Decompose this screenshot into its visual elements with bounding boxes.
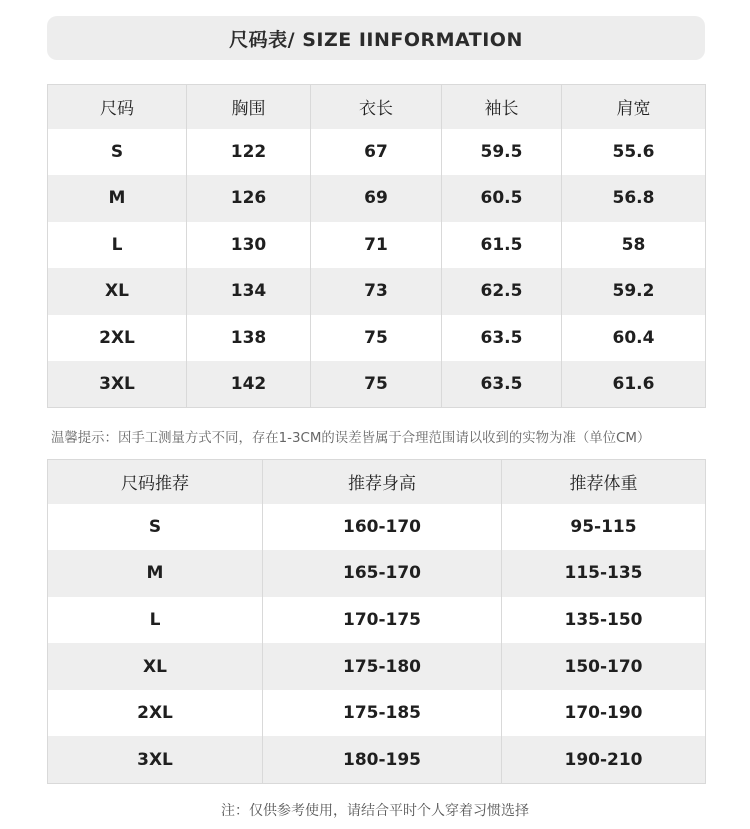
header-recommended-height: 推荐身高 xyxy=(263,460,502,504)
usage-note: 注：仅供参考使用，请结合平时个人穿着习惯选择 xyxy=(221,803,529,819)
table-cell: 2XL xyxy=(48,315,187,362)
table-cell: L xyxy=(48,222,187,269)
table-cell: 63.5 xyxy=(442,315,562,362)
table-cell: 61.6 xyxy=(562,361,706,408)
table-cell: 170-175 xyxy=(263,597,502,644)
table-row xyxy=(48,175,706,222)
table-row xyxy=(48,690,706,737)
table-cell: 165-170 xyxy=(263,550,502,597)
table-cell: S xyxy=(48,129,187,176)
table-cell: 61.5 xyxy=(442,222,562,269)
table-cell: 95-115 xyxy=(502,504,706,551)
table-cell: 160-170 xyxy=(263,504,502,551)
size-table xyxy=(47,84,706,408)
table-cell: 75 xyxy=(311,361,442,408)
table-row xyxy=(48,550,706,597)
table-cell: 150-170 xyxy=(502,643,706,690)
size-table-header-row xyxy=(48,85,706,129)
table-cell: 122 xyxy=(187,129,311,176)
table-row xyxy=(48,597,706,644)
table-cell: XL xyxy=(48,643,263,690)
table-cell: 56.8 xyxy=(562,175,706,222)
table-row xyxy=(48,222,706,269)
table-cell: 60.5 xyxy=(442,175,562,222)
table-cell: 62.5 xyxy=(442,268,562,315)
table-cell: 60.4 xyxy=(562,315,706,362)
table-cell: 3XL xyxy=(48,361,187,408)
table-cell: L xyxy=(48,597,263,644)
table-cell: 75 xyxy=(311,315,442,362)
page-title: 尺码表/ SIZE IINFORMATION xyxy=(47,16,705,60)
table-cell: 67 xyxy=(311,129,442,176)
header-chest: 胸围 xyxy=(187,85,311,129)
recommend-table xyxy=(47,459,706,784)
table-cell: 130 xyxy=(187,222,311,269)
table-cell: 126 xyxy=(187,175,311,222)
table-cell: S xyxy=(48,504,263,551)
table-cell: XL xyxy=(48,268,187,315)
table-cell: 190-210 xyxy=(502,736,706,783)
table-row xyxy=(48,315,706,362)
table-cell: 2XL xyxy=(48,690,263,737)
header-shoulder: 肩宽 xyxy=(562,85,706,129)
header-recommended-weight: 推荐体重 xyxy=(502,460,706,504)
table-cell: 69 xyxy=(311,175,442,222)
table-cell: 3XL xyxy=(48,736,263,783)
header-recommended-size: 尺码推荐 xyxy=(48,460,263,504)
table-cell: 175-185 xyxy=(263,690,502,737)
table-cell: 59.2 xyxy=(562,268,706,315)
table-row xyxy=(48,129,706,176)
table-cell: 175-180 xyxy=(263,643,502,690)
table-cell: 180-195 xyxy=(263,736,502,783)
table-cell: 55.6 xyxy=(562,129,706,176)
table-cell: M xyxy=(48,550,263,597)
table-row xyxy=(48,361,706,408)
table-row xyxy=(48,504,706,551)
header-size: 尺码 xyxy=(48,85,187,129)
table-cell: 73 xyxy=(311,268,442,315)
header-sleeve: 袖长 xyxy=(442,85,562,129)
table-cell: 71 xyxy=(311,222,442,269)
table-cell: 59.5 xyxy=(442,129,562,176)
table-cell: 135-150 xyxy=(502,597,706,644)
table-cell: 134 xyxy=(187,268,311,315)
table-cell: 58 xyxy=(562,222,706,269)
table-row xyxy=(48,268,706,315)
table-cell: 138 xyxy=(187,315,311,362)
table-cell: M xyxy=(48,175,187,222)
table-cell: 142 xyxy=(187,361,311,408)
table-row xyxy=(48,643,706,690)
table-row xyxy=(48,736,706,783)
header-length: 衣长 xyxy=(311,85,442,129)
recommend-table-header-row xyxy=(48,460,706,504)
table-cell: 63.5 xyxy=(442,361,562,408)
measurement-tip: 温馨提示：因手工测量方式不同，存在1-3CM的误差皆属于合理范围请以收到的实物为准（单位CM） xyxy=(51,431,651,446)
table-cell: 115-135 xyxy=(502,550,706,597)
table-cell: 170-190 xyxy=(502,690,706,737)
